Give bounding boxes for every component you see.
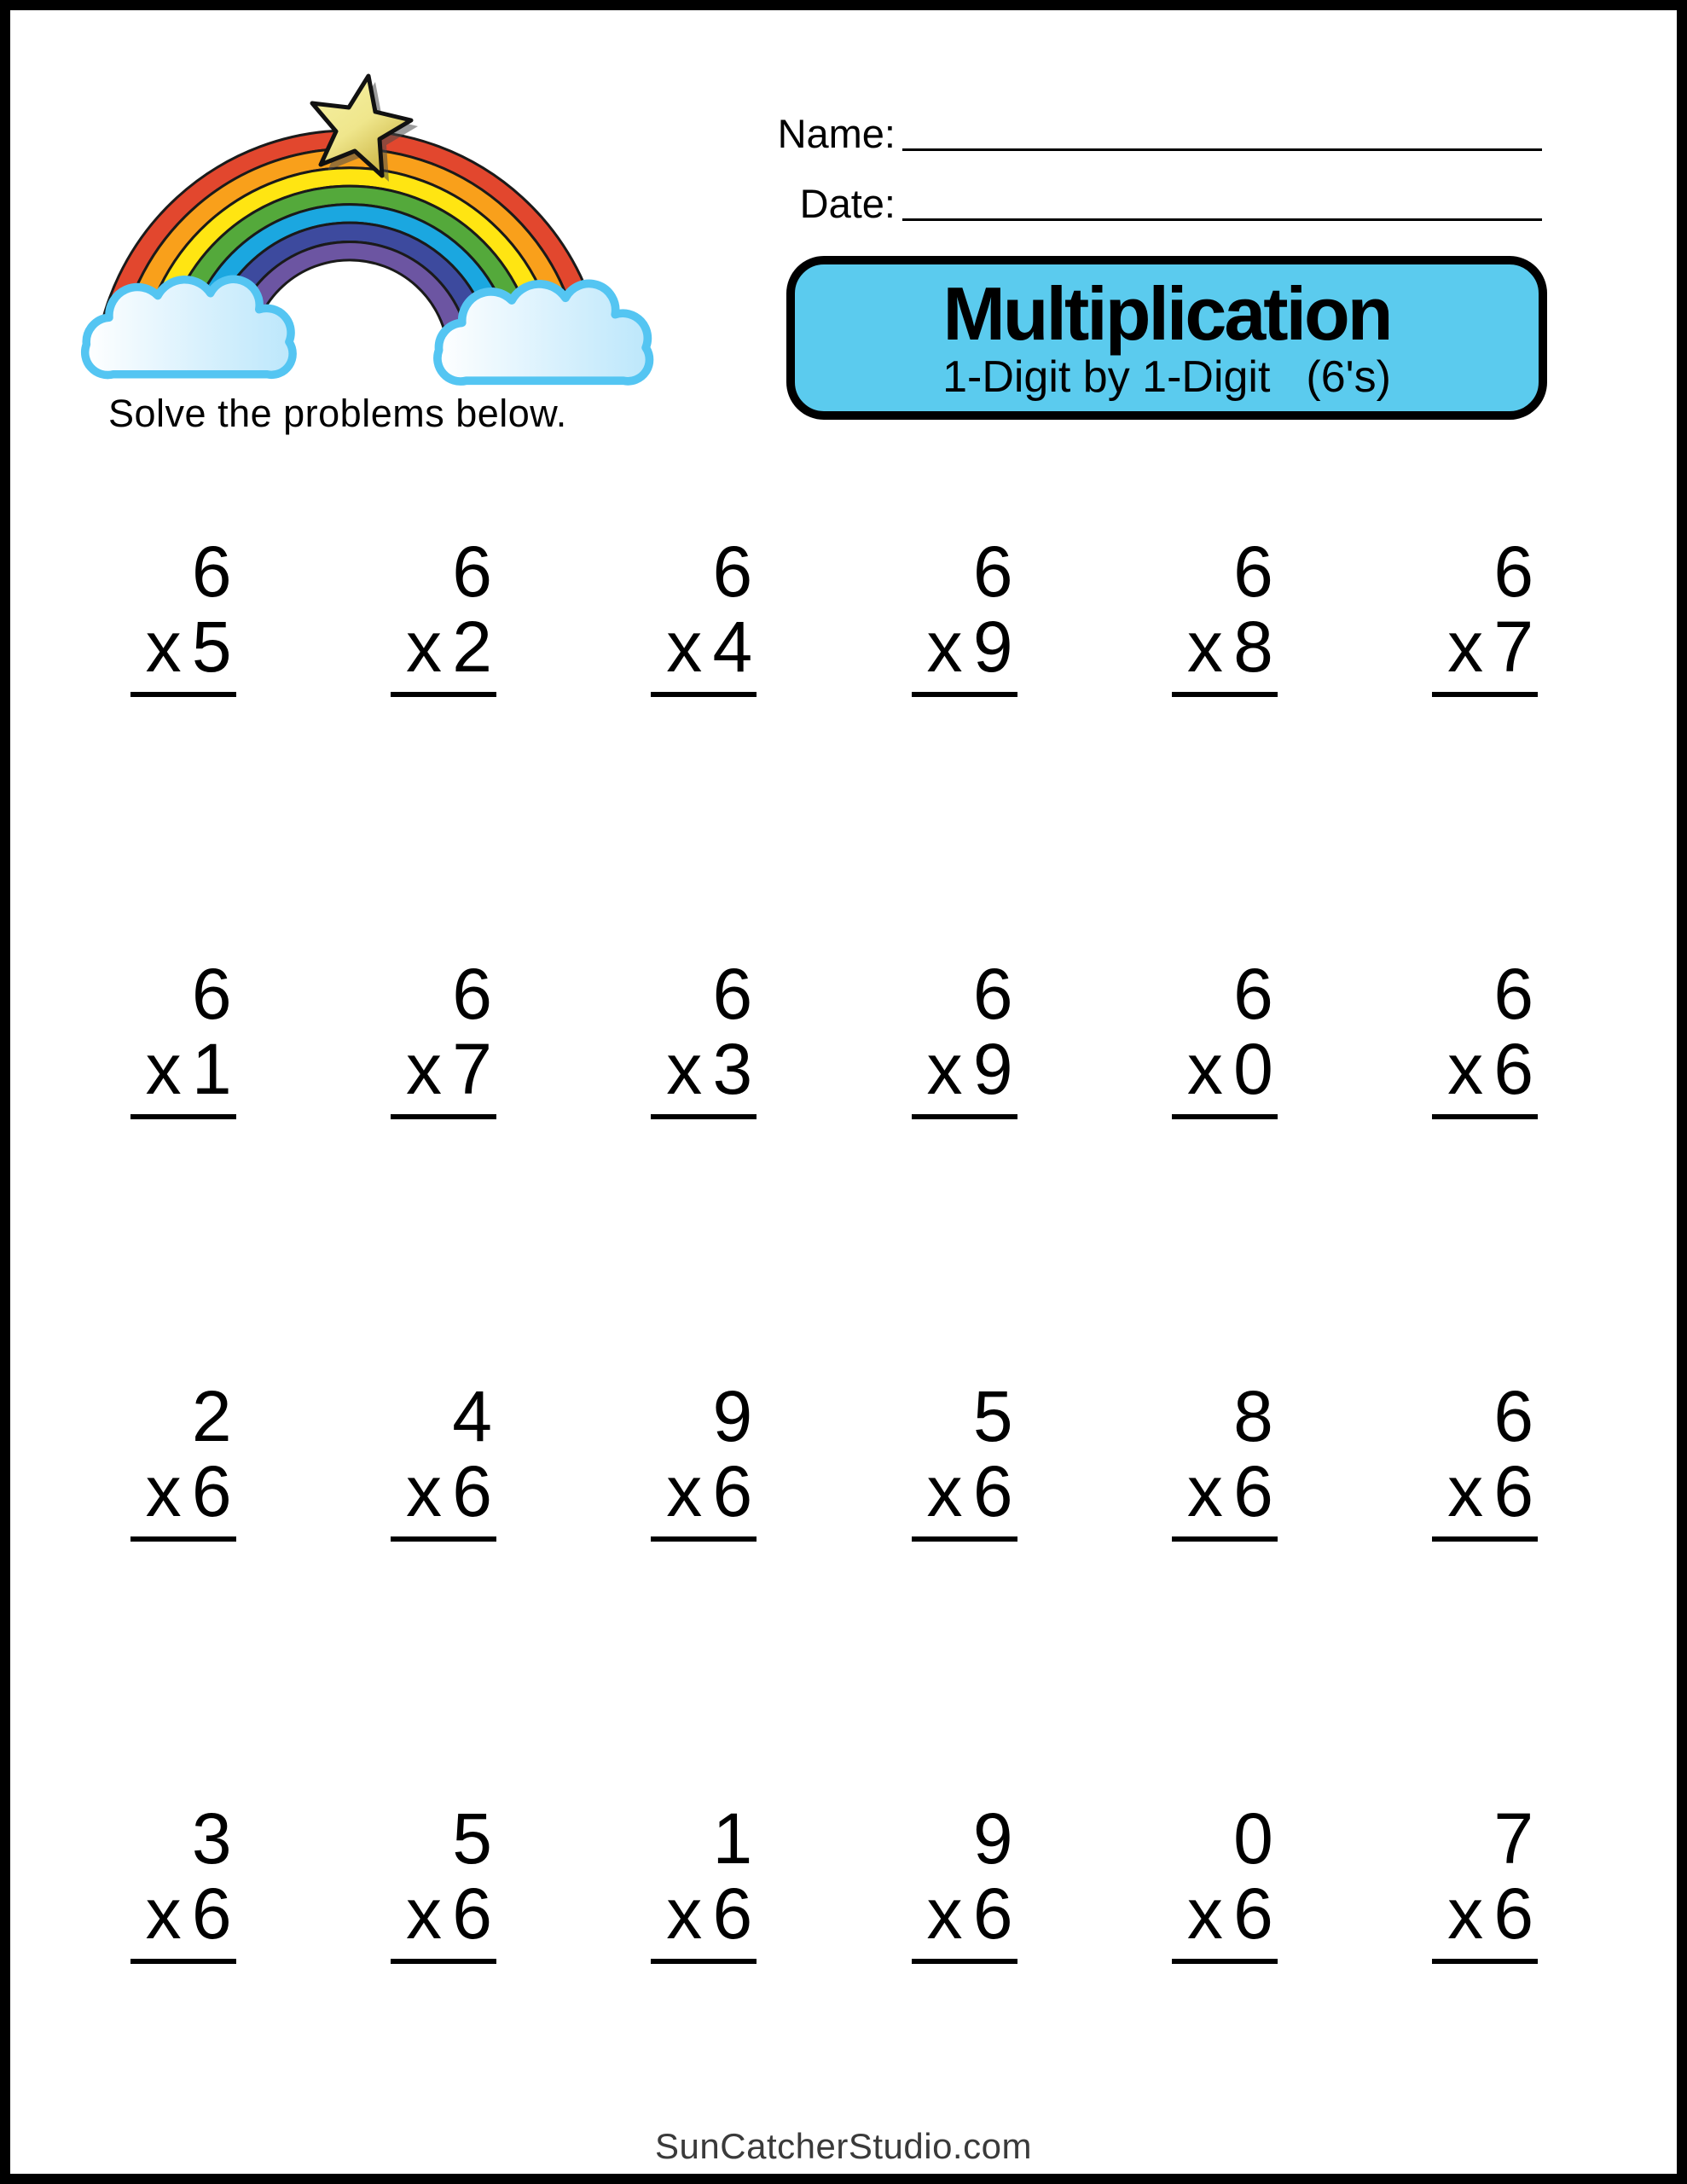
- multiplicand: 8: [1233, 1376, 1273, 1456]
- problem-cell: [313, 1356, 573, 1779]
- problem-cell: [834, 934, 1094, 1356]
- multiply-operator: x: [926, 1029, 963, 1109]
- worksheet-subtitle-suffix: (6's): [1306, 352, 1391, 402]
- multiplicand: 6: [1233, 531, 1273, 612]
- multiplicand: 5: [452, 1798, 492, 1879]
- multiplier: 7: [452, 1029, 492, 1109]
- multiplication-problem: [391, 1798, 496, 1964]
- multiplier: 6: [1493, 1873, 1534, 1954]
- multiplication-problem: [651, 1376, 757, 1542]
- multiply-operator: x: [405, 1029, 442, 1109]
- worksheet-title: Multiplication: [942, 271, 1391, 356]
- multiply-operator: x: [926, 1451, 963, 1531]
- multiplication-problem: [130, 1376, 236, 1542]
- problem-cell: [1094, 512, 1354, 934]
- multiplier: 7: [1493, 607, 1534, 687]
- multiply-operator: x: [666, 1029, 703, 1109]
- multiplicand: 4: [452, 1376, 492, 1456]
- problem-cell: [1354, 934, 1615, 1356]
- multiply-operator: x: [926, 607, 963, 687]
- multiply-operator: x: [926, 1873, 963, 1954]
- problem-cell: [574, 512, 834, 934]
- multiplication-problem: [1432, 956, 1538, 1119]
- problem-cell: [313, 1779, 573, 2184]
- multiplicand: 6: [191, 531, 232, 612]
- multiplicand: 6: [452, 954, 492, 1034]
- multiplier: 4: [712, 607, 753, 687]
- problem-cell: [53, 934, 313, 1356]
- multiply-operator: x: [666, 1873, 703, 1954]
- multiplier: 6: [191, 1451, 232, 1531]
- multiplication-problem: [130, 1798, 236, 1964]
- multiplication-problem: [391, 1376, 496, 1542]
- rainbow-icon: [64, 60, 695, 397]
- date-field-row: [759, 181, 1542, 227]
- worksheet-title-box: [786, 256, 1547, 420]
- multiply-operator: x: [1447, 607, 1484, 687]
- multiplication-problem: [130, 531, 236, 697]
- multiplier: 9: [972, 1029, 1013, 1109]
- multiply-operator: x: [1447, 1029, 1484, 1109]
- multiplier: 2: [452, 607, 492, 687]
- multiplicand: 6: [972, 954, 1013, 1034]
- multiply-operator: x: [405, 1451, 442, 1531]
- multiply-operator: x: [145, 1029, 182, 1109]
- worksheet-subtitle-text: 1-Digit by 1-Digit: [942, 352, 1271, 402]
- multiplicand: 6: [1233, 954, 1273, 1034]
- multiply-operator: x: [405, 1873, 442, 1954]
- problem-cell: [834, 512, 1094, 934]
- multiply-operator: x: [145, 1451, 182, 1531]
- multiplicand: 6: [452, 531, 492, 612]
- multiplication-problem: [912, 531, 1017, 697]
- multiplicand: 6: [972, 531, 1013, 612]
- multiplication-problem: [1172, 956, 1278, 1119]
- multiplication-problem: [651, 531, 757, 697]
- problem-cell: [574, 1356, 834, 1779]
- name-blank-line: [902, 148, 1542, 151]
- multiplier: 6: [972, 1451, 1013, 1531]
- multiplier: 6: [1233, 1873, 1273, 1954]
- problem-cell: [53, 512, 313, 934]
- multiplication-problem: [912, 1376, 1017, 1542]
- date-label: Date:: [799, 181, 896, 226]
- rainbow-illustration: [64, 60, 695, 397]
- multiplier: 6: [1233, 1451, 1273, 1531]
- problem-cell: [1354, 1779, 1615, 2184]
- multiplication-problem: [651, 956, 757, 1119]
- problem-cell: [1354, 1356, 1615, 1779]
- name-label: Name:: [777, 111, 896, 156]
- multiplicand: 6: [191, 954, 232, 1034]
- multiplication-problem: [1432, 1798, 1538, 1964]
- multiplication-problem: [651, 1798, 757, 1964]
- problem-cell: [53, 1356, 313, 1779]
- multiplicand: 9: [972, 1798, 1013, 1879]
- footer-credit: SunCatcherStudio.com: [655, 2126, 1032, 2166]
- multiplier: 1: [191, 1029, 232, 1109]
- problem-cell: [1094, 1779, 1354, 2184]
- problem-cell: [1094, 934, 1354, 1356]
- multiplication-problem: [130, 956, 236, 1119]
- multiplicand: 3: [191, 1798, 232, 1879]
- multiplier: 3: [712, 1029, 753, 1109]
- name-field-row: [759, 111, 1542, 157]
- problem-cell: [834, 1356, 1094, 1779]
- multiplication-problem: [391, 531, 496, 697]
- multiplicand: 5: [972, 1376, 1013, 1456]
- problem-cell: [834, 1779, 1094, 2184]
- multiplier: 6: [191, 1873, 232, 1954]
- multiplier: 6: [452, 1451, 492, 1531]
- multiplication-problem: [1172, 1798, 1278, 1964]
- problems-grid: [53, 512, 1615, 2184]
- multiplication-problem: [912, 1798, 1017, 1964]
- multiplicand: 0: [1233, 1798, 1273, 1879]
- multiplier: 8: [1233, 607, 1273, 687]
- multiplier: 0: [1233, 1029, 1273, 1109]
- multiplication-problem: [1432, 531, 1538, 697]
- multiply-operator: x: [1186, 1873, 1223, 1954]
- multiply-operator: x: [405, 607, 442, 687]
- multiplication-problem: [1432, 1376, 1538, 1542]
- instruction-text: Solve the problems below.: [108, 392, 567, 435]
- multiply-operator: x: [1186, 1029, 1223, 1109]
- multiplier: 9: [972, 607, 1013, 687]
- problem-cell: [313, 512, 573, 934]
- multiplication-problem: [1172, 531, 1278, 697]
- multiplier: 6: [1493, 1029, 1534, 1109]
- multiply-operator: x: [666, 607, 703, 687]
- problem-cell: [574, 934, 834, 1356]
- problem-cell: [313, 934, 573, 1356]
- multiplicand: 6: [1493, 531, 1534, 612]
- multiplicand: 6: [1493, 1376, 1534, 1456]
- multiply-operator: x: [145, 1873, 182, 1954]
- date-blank-line: [902, 218, 1542, 221]
- worksheet-subtitle: [942, 353, 1391, 401]
- multiply-operator: x: [1186, 607, 1223, 687]
- multiply-operator: x: [666, 1451, 703, 1531]
- multiply-operator: x: [145, 607, 182, 687]
- problem-cell: [53, 1779, 313, 2184]
- multiplicand: 1: [712, 1798, 753, 1879]
- multiplicand: 2: [191, 1376, 232, 1456]
- multiplicand: 6: [712, 954, 753, 1034]
- multiplier: 6: [452, 1873, 492, 1954]
- multiplier: 6: [1493, 1451, 1534, 1531]
- multiplicand: 9: [712, 1376, 753, 1456]
- multiplication-problem: [391, 956, 496, 1119]
- multiplication-problem: [1172, 1376, 1278, 1542]
- problem-cell: [1354, 512, 1615, 934]
- multiply-operator: x: [1186, 1451, 1223, 1531]
- multiplier: 6: [972, 1873, 1013, 1954]
- multiplication-problem: [912, 956, 1017, 1119]
- multiplier: 6: [712, 1451, 753, 1531]
- multiplicand: 6: [712, 531, 753, 612]
- multiply-operator: x: [1447, 1873, 1484, 1954]
- multiplicand: 7: [1493, 1798, 1534, 1879]
- problem-cell: [1094, 1356, 1354, 1779]
- multiplicand: 6: [1493, 954, 1534, 1034]
- multiply-operator: x: [1447, 1451, 1484, 1531]
- multiplier: 6: [712, 1873, 753, 1954]
- cloud-right-icon: [438, 283, 650, 381]
- multiplier: 5: [191, 607, 232, 687]
- problem-cell: [574, 1779, 834, 2184]
